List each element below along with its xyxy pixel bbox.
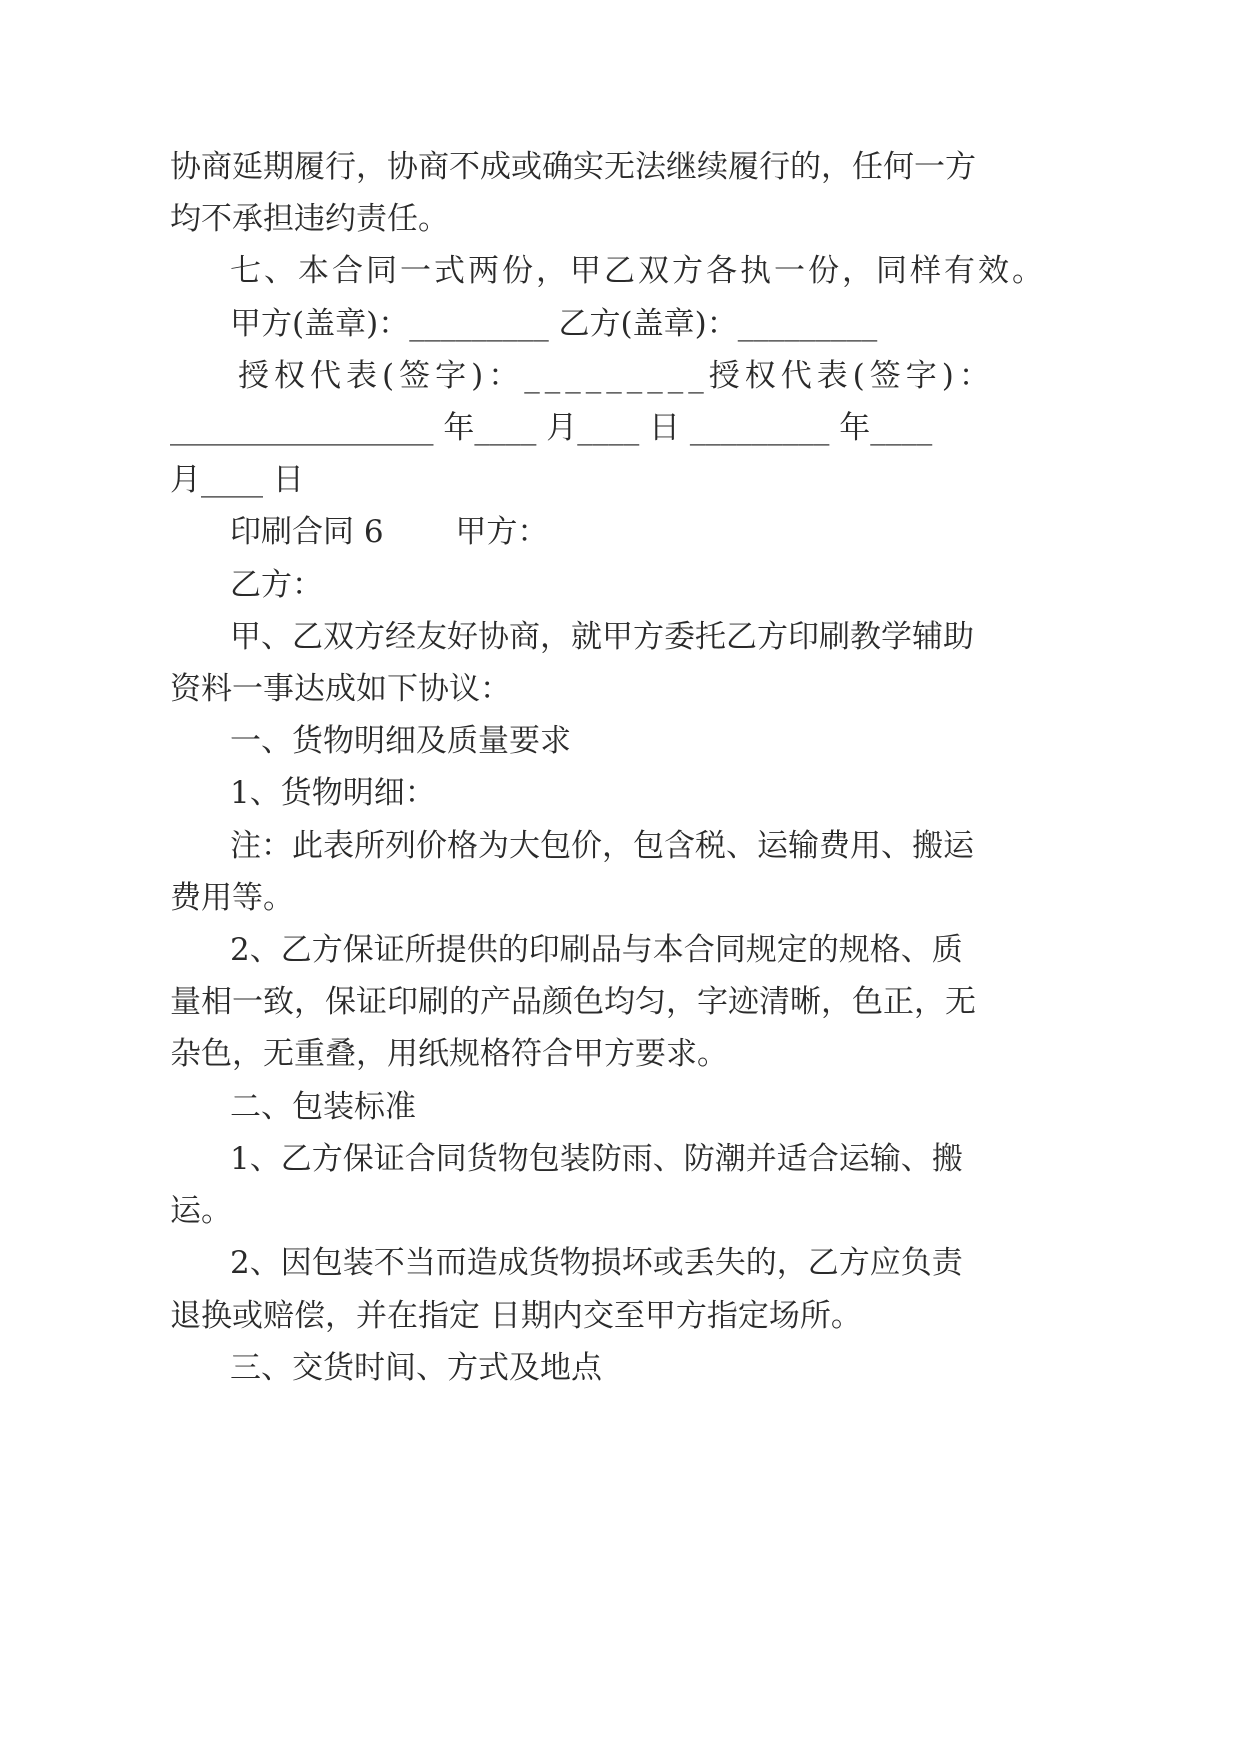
paragraph-line: 2、因包装不当而造成货物损坏或丢失的，乙方应负责	[230, 1245, 963, 1281]
paragraph-line: 注：此表所列价格为大包价，包含税、运输费用、搬运	[230, 828, 974, 864]
paragraph-line: 均不承担违约责任。	[170, 201, 449, 237]
paragraph-line: 杂色，无重叠，用纸规格符合甲方要求。	[170, 1036, 728, 1072]
paragraph-line: 2、乙方保证所提供的印刷品与本合同规定的规格、质	[230, 932, 963, 968]
paragraph-line: 运。	[170, 1193, 232, 1229]
paragraph-line: 量相一致，保证印刷的产品颜色均匀，字迹清晰，色正，无	[170, 984, 976, 1020]
section-heading: 一、货物明细及质量要求	[230, 723, 571, 759]
paragraph-line: 协商延期履行，协商不成或确实无法继续履行的，任何一方	[170, 149, 976, 185]
seal-line: 甲方(盖章)：_________ 乙方(盖章)：_________	[230, 306, 878, 342]
paragraph-line: 甲、乙双方经友好协商，就甲方委托乙方印刷教学辅助	[230, 619, 974, 655]
paragraph-line: 1、乙方保证合同货物包装防雨、防潮并适合运输、搬	[230, 1141, 963, 1177]
date-line: _________________ 年____ 月____ 日 _________ 年____	[170, 410, 933, 446]
section-heading: 二、包装标准	[230, 1089, 416, 1125]
date-line: 月____ 日	[170, 462, 304, 498]
paragraph-line: 1、货物明细：	[230, 775, 436, 811]
paragraph-line: 资料一事达成如下协议：	[170, 671, 511, 707]
paragraph-line: 退换或赔偿，并在指定 日期内交至甲方指定场所。	[170, 1298, 862, 1334]
clause-seven: 七、本合同一式两份，甲乙双方各执一份，同样有效。	[230, 253, 1046, 289]
section-heading: 三、交货时间、方式及地点	[230, 1350, 602, 1386]
contract-title: 印刷合同 6 甲方：	[230, 514, 549, 550]
party-b: 乙方：	[230, 567, 323, 603]
paragraph-line: 费用等。	[170, 880, 294, 916]
signature-line: 授权代表(签字)：_________授权代表(签字)：	[238, 358, 995, 394]
